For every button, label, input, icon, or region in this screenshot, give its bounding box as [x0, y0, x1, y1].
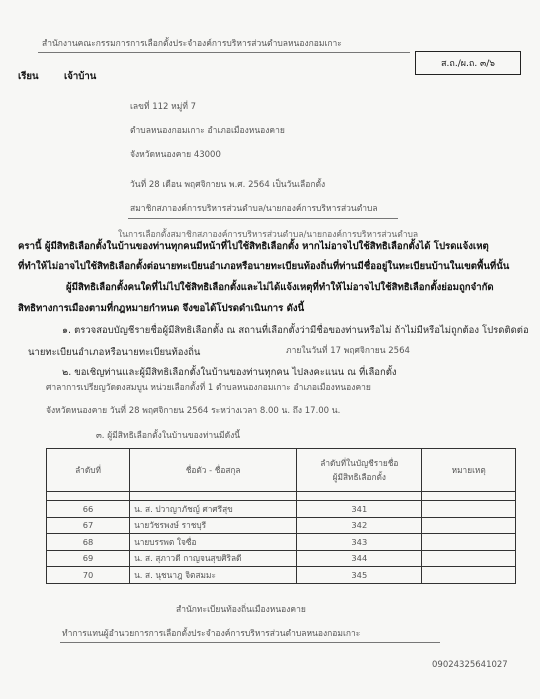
header-seq-line-2: ผู้มีสิทธิเลือกตั้ง: [332, 472, 386, 482]
row-no: 70: [47, 567, 130, 584]
row-name: นายวัชรพงษ์ ราชบุรี: [130, 517, 297, 534]
polling-place-line-2: จังหวัดหนองคาย วันที่ 28 พฤศจิกายน 2564 ระหว่างเวลา 8.00 น. ถึง 17.00 น.: [46, 406, 341, 416]
header-rule: [38, 52, 410, 53]
row-seq: 342: [297, 517, 422, 534]
table-row: [47, 550, 516, 567]
table-row: [47, 534, 516, 551]
row-seq: 343: [297, 534, 422, 551]
row-note: [422, 567, 516, 584]
salutation-label: เรียน: [18, 71, 39, 82]
header-line: สำนักงานคณะกรรมการการเลือกตั้งประจำองค์การบริหารส่วนตำบลหนองกอมเกาะ: [42, 39, 342, 49]
header-no: ลำดับที่: [47, 449, 130, 492]
footer-on-behalf: ทำการแทนผู้อำนวยการการเลือกตั้งประจำองค์การบริหารส่วนตำบลหนองกอมเกาะ: [62, 629, 361, 639]
address-province: จังหวัดหนองคาย 43000: [130, 150, 221, 160]
footer-rule: [60, 642, 440, 643]
header-seq: [297, 449, 422, 492]
row-name: น. ส. ปวาญาภัชญ์ ศาศรีสุข: [130, 501, 297, 518]
footer-office: สำนักทะเบียนท้องถิ่นเมืองหนองคาย: [176, 605, 306, 615]
instruction-1-line-1: ๑. ตรวจสอบบัญชีรายชื่อผู้มีสิทธิเลือกตั้ง ณ สถานที่เลือกตั้งว่ามีชื่อของท่านหรือไม่ ถ้าไม่มีหรือไม่ถูกต้อง โปรดติดต่อ: [62, 325, 529, 336]
address-house: เลขที่ 112 หมู่ที่ 7: [130, 102, 197, 112]
row-note: [422, 550, 516, 567]
voters-heading: ๓. ผู้มีสิทธิเลือกตั้งในบ้านของท่านมีดังนี้: [96, 431, 241, 441]
overlay-line: ในการเลือกตั้งสมาชิกสภาองค์การบริหารส่วนตำบล/นายกองค์การบริหารส่วนตำบล: [118, 230, 419, 240]
footer-code: 09024325641027: [432, 660, 508, 670]
body-line-1: ครานี้ ผู้มีสิทธิเลือกตั้งในบ้านของท่านทุกคนมีหน้าที่ไปใช้สิทธิเลือกตั้ง หากไม่อาจไปใช้สิทธิเลือกตั้งได้ โปรดแจ้งเหตุ: [18, 241, 489, 252]
election-date-line: วันที่ 28 เดือน พฤศจิกายน พ.ศ. 2564 เป็นวันเลือกตั้ง: [130, 180, 326, 190]
row-seq: 345: [297, 567, 422, 584]
polling-place-line-1: ศาลาการเปรียญวัดดงสมบูน หน่วยเลือกตั้งที่ 1 ตำบลหนองกอมเกาะ อำเภอเมืองหนองคาย: [46, 383, 371, 393]
body-line-3: ผู้มีสิทธิเลือกตั้งคนใดที่ไม่ไปใช้สิทธิเลือกตั้งและไม่ได้แจ้งเหตุที่ทำให้ไม่อาจไปใช้สิทธิเลือกตั้งย่อมถูกจำกัด: [66, 282, 494, 293]
row-no: 66: [47, 501, 130, 518]
table-row: [47, 517, 516, 534]
table-gap-row: [47, 492, 516, 501]
row-note: [422, 534, 516, 551]
election-type-line: สมาชิกสภาองค์การบริหารส่วนตำบล/นายกองค์การบริหารส่วนตำบล: [130, 204, 378, 214]
row-note: [422, 517, 516, 534]
row-seq: 341: [297, 501, 422, 518]
header-name: ชื่อตัว - ชื่อสกุล: [130, 449, 297, 492]
salutation-recipient: เจ้าบ้าน: [64, 71, 97, 82]
table-row: [47, 567, 516, 584]
header-note: หมายเหตุ: [422, 449, 516, 492]
table-header-row: [47, 449, 516, 492]
row-name: น. ส. นุชนาฎ จิตสมมะ: [130, 567, 297, 584]
voters-table: [46, 448, 516, 584]
form-code-box: ส.ถ./ผ.ถ. ๓/๖: [415, 51, 521, 75]
election-type-rule: [128, 218, 398, 219]
row-no: 67: [47, 517, 130, 534]
body-line-4: สิทธิทางการเมืองตามที่กฎหมายกำหนด จึงขอได้โปรดดำเนินการ ดังนี้: [18, 303, 305, 314]
row-no: 69: [47, 550, 130, 567]
table-row: [47, 501, 516, 518]
row-note: [422, 501, 516, 518]
instruction-1-deadline: ภายในวันที่ 17 พฤศจิกายน 2564: [286, 346, 410, 356]
row-no: 68: [47, 534, 130, 551]
address-subdistrict: ตำบลหนองกอมเกาะ อำเภอเมืองหนองคาย: [130, 126, 285, 136]
row-seq: 344: [297, 550, 422, 567]
instruction-2: ๒. ขอเชิญท่านและผู้มีสิทธิเลือกตั้งในบ้านของท่านทุกคน ไปลงคะแนน ณ ที่เลือกตั้ง: [62, 367, 397, 378]
instruction-1-line-2: นายทะเบียนอำเภอหรือนายทะเบียนท้องถิ่น: [28, 347, 201, 358]
header-seq-line-1: ลำดับที่ในบัญชีรายชื่อ: [320, 458, 399, 468]
body-line-2: ที่ทำให้ไม่อาจไปใช้สิทธิเลือกตั้งต่อนายทะเบียนอำเภอหรือนายทะเบียนท้องถิ่นที่ท่านมีชื่ออยู่ในทะเบียนบ้านในเขตพื้นที่นั้น: [18, 261, 510, 272]
row-name: น. ส. สุภาวดี กาญจนสุขศิริลดี: [130, 550, 297, 567]
row-name: นายบรรพต ใจซื่อ: [130, 534, 297, 551]
